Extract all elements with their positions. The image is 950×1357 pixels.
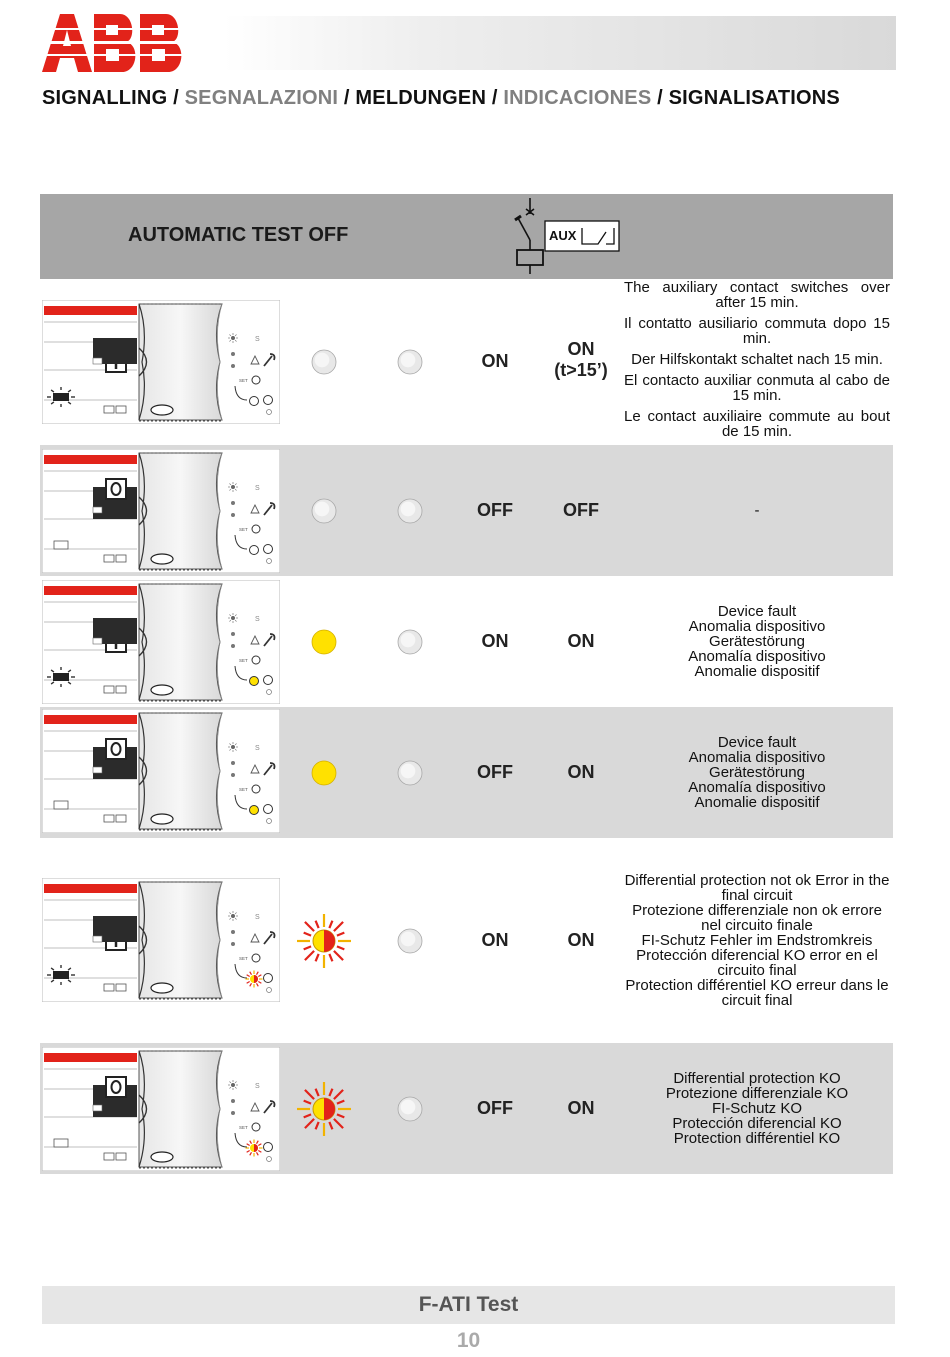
breaker-state: ON	[481, 351, 509, 371]
row-description	[624, 280, 890, 445]
row-description	[624, 503, 890, 518]
aux-state-value: ON	[567, 630, 595, 651]
status-led-1	[304, 622, 344, 662]
table-body	[40, 279, 893, 1174]
svg-text:S: S	[255, 914, 260, 921]
table-row	[40, 576, 893, 707]
page-title	[42, 87, 902, 110]
description-line: El contacto auxiliar conmuta al cabo de 15 min.	[624, 371, 890, 404]
yellow-led-icon	[304, 622, 344, 662]
status-led-2	[390, 342, 430, 382]
table-row	[40, 707, 893, 838]
svg-text:SET: SET	[239, 787, 248, 792]
footer-label: F-ATI Test	[418, 1293, 519, 1316]
breaker-state: ON	[481, 630, 509, 651]
aux-state-note: (t>15’)	[554, 360, 608, 380]
table-row	[40, 279, 893, 445]
description-line: FI-Schutz Fehler im Endstromkreis	[641, 932, 873, 949]
breaker-state: OFF	[477, 761, 513, 782]
breaker-state: ON	[481, 929, 509, 950]
table-row	[40, 445, 893, 576]
description-line: Il contatto ausiliario commuta dopo 15 min.	[624, 314, 890, 347]
description-line: Der Hilfskontakt schaltet nach 15 min.	[631, 350, 883, 368]
status-led-2	[390, 1089, 430, 1129]
status-led-1	[304, 342, 344, 382]
status-led-2	[390, 753, 430, 793]
status-led-1	[294, 1079, 354, 1139]
table-header	[40, 194, 893, 279]
description-line: Anomalie dispositif	[694, 663, 820, 680]
description-line: Anomalia dispositivo	[688, 618, 826, 635]
row-description	[624, 604, 890, 679]
aux-state-value: ON	[567, 761, 595, 782]
row-description	[624, 735, 890, 810]
aux-label: AUX	[549, 228, 577, 243]
page-number: 10	[456, 1329, 481, 1352]
aux-state-value: ON	[567, 339, 595, 359]
led-off-icon	[304, 342, 344, 382]
description-line: Protezione differenziale KO	[665, 1085, 849, 1102]
description-line: Gerätestörung	[709, 764, 805, 781]
aux-state-value: OFF	[563, 499, 599, 520]
description-line: Le contact auxiliaire commute au bout de 15 min.	[624, 407, 890, 440]
aux-state	[538, 339, 624, 381]
aux-state	[538, 930, 624, 951]
footer-bar	[42, 1286, 895, 1324]
device-illustration	[42, 449, 280, 573]
status-led-2	[390, 622, 430, 662]
description-line: Protección diferencial KO error en el circuito final	[636, 947, 878, 979]
aux-state	[538, 1098, 624, 1119]
led-off-icon	[390, 622, 430, 662]
title-separator: /	[486, 87, 504, 109]
svg-text:SET: SET	[239, 378, 248, 383]
device-illustration	[42, 878, 280, 1002]
yellow-led-icon	[304, 753, 344, 793]
description-line: Protection différentiel KO erreur dans le circuit final	[625, 977, 889, 1009]
status-led-1	[304, 753, 344, 793]
svg-text:S: S	[255, 616, 260, 623]
aux-contact-icon	[544, 220, 620, 252]
status-led-2	[390, 491, 430, 531]
description-line: Device fault	[717, 734, 797, 751]
row-description	[624, 1071, 890, 1146]
description-line: Anomalie dispositif	[694, 794, 820, 811]
svg-text:S: S	[255, 1083, 260, 1090]
breaker-state: OFF	[477, 499, 513, 520]
description-line: Protección diferencial KO	[672, 1115, 842, 1132]
description-line: Anomalía dispositivo	[688, 648, 826, 665]
led-off-icon	[304, 491, 344, 531]
status-led-2	[390, 921, 430, 961]
title-separator: /	[338, 87, 356, 109]
status-led-1	[294, 911, 354, 971]
title-separator: /	[651, 87, 669, 109]
table-row	[40, 838, 893, 1043]
aux-state-value: ON	[567, 1097, 595, 1118]
svg-text:S: S	[255, 485, 260, 492]
device-illustration	[42, 1047, 280, 1171]
signalling-table	[40, 194, 893, 1174]
title-part-it: SEGNALAZIONI	[184, 87, 339, 109]
title-separator: /	[167, 87, 185, 109]
svg-text:S: S	[255, 745, 260, 752]
description-line: -	[754, 502, 760, 519]
row-description	[624, 873, 890, 1008]
svg-text:SET: SET	[239, 527, 248, 532]
aux-state-value: ON	[567, 929, 595, 950]
title-part-es: INDICACIONES	[503, 87, 652, 109]
aux-state	[538, 762, 624, 783]
led-off-icon	[390, 921, 430, 961]
description-line: Anomalia dispositivo	[688, 749, 826, 766]
svg-text:SET: SET	[239, 1125, 248, 1130]
flashing-led-icon	[294, 1079, 354, 1139]
led-off-icon	[390, 491, 430, 531]
description-line: Device fault	[717, 603, 797, 620]
device-illustration	[42, 580, 280, 704]
led-off-icon	[390, 342, 430, 382]
table-heading: AUTOMATIC TEST OFF	[128, 224, 349, 246]
flashing-led-icon	[294, 911, 354, 971]
description-line: FI-Schutz KO	[711, 1100, 803, 1117]
breaker-state: OFF	[477, 1097, 513, 1118]
abb-logo	[42, 14, 184, 72]
description-line: Differential protection not ok Error in the final circuit	[624, 872, 890, 904]
title-part-en: SIGNALLING	[42, 87, 168, 109]
led-off-icon	[390, 1089, 430, 1129]
device-illustration	[42, 709, 280, 833]
led-off-icon	[390, 753, 430, 793]
description-line: Protezione differenziale non ok errore nel circuito finale	[632, 902, 882, 934]
header-gradient-bar	[224, 16, 896, 70]
aux-state	[538, 500, 624, 521]
aux-state	[538, 631, 624, 652]
svg-text:SET: SET	[239, 658, 248, 663]
status-led-1	[304, 491, 344, 531]
device-illustration	[42, 300, 280, 424]
description-line: Protection différentiel KO	[673, 1130, 841, 1147]
table-row	[40, 1043, 893, 1174]
description-line: Anomalía dispositivo	[688, 779, 826, 796]
description-line: Gerätestörung	[709, 633, 805, 650]
description-line: The auxiliary contact switches over after 15 min.	[624, 278, 890, 311]
svg-text:SET: SET	[239, 956, 248, 961]
svg-text:S: S	[255, 336, 260, 343]
title-part-de: MELDUNGEN	[355, 87, 487, 109]
description-line: Differential protection KO	[673, 1070, 841, 1087]
title-part-fr: SIGNALISATIONS	[668, 87, 840, 109]
